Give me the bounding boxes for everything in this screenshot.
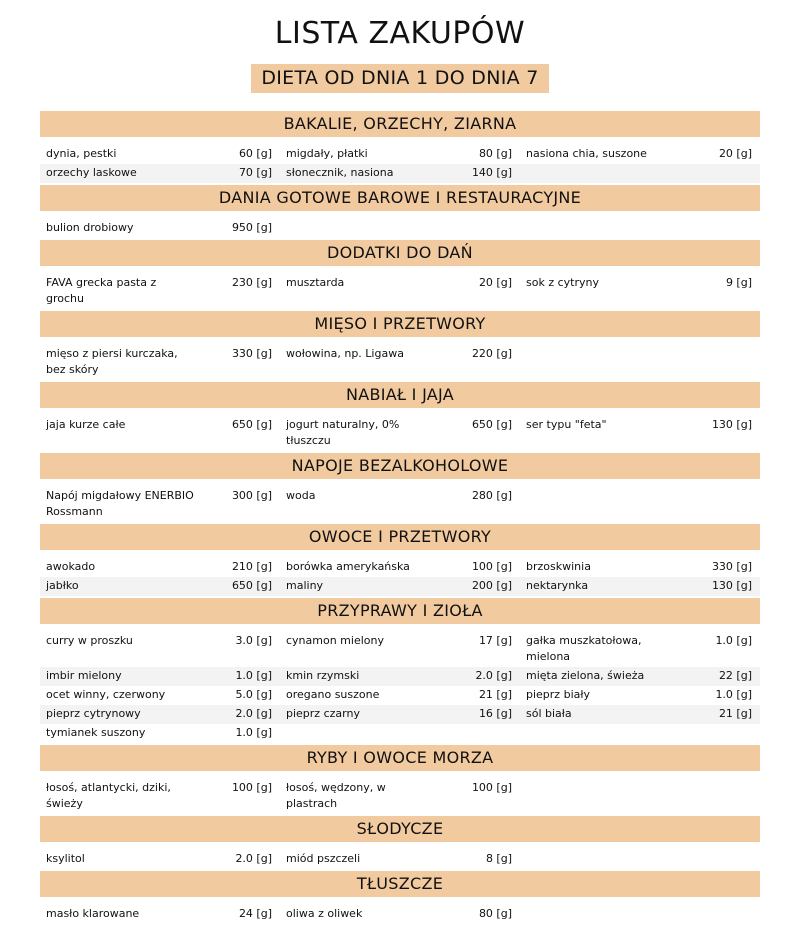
item-name: bulion drobiowy (46, 221, 134, 234)
item-cell (520, 487, 760, 522)
section-header: NABIAŁ I JAJA (40, 382, 760, 408)
item-quantity: 24 [g] (238, 907, 272, 920)
item-name: wołowina, np. Ligawa (286, 347, 404, 360)
item-cell (520, 724, 760, 743)
item-cell (520, 164, 760, 183)
item-quantity: 1.0 [g] (235, 669, 272, 682)
item-name: łosoś, atlantycki, dziki, świeży (46, 781, 171, 810)
item-name: nektarynka (526, 579, 589, 592)
item-cell (40, 779, 280, 814)
item-quantity: 100 [g] (471, 781, 512, 794)
item-quantity: 950 [g] (231, 221, 272, 234)
item-name: oliwa z oliwek (286, 907, 363, 920)
item-quantity: 80 [g] (478, 147, 512, 160)
section-header: DANIA GOTOWE BAROWE I RESTAURACYJNE (40, 185, 760, 211)
item-name: ocet winny, czerwony (46, 688, 166, 701)
item-name: tymianek suszony (46, 726, 146, 739)
item-quantity: 60 [g] (238, 147, 272, 160)
section-header: PRZYPRAWY I ZIOŁA (40, 598, 760, 624)
section-items (40, 897, 760, 926)
item-quantity: 210 [g] (231, 560, 272, 573)
item-name: mięso z piersi kurczaka, bez skóry (46, 347, 178, 376)
item-cell (280, 850, 520, 869)
item-cell (40, 345, 280, 380)
item-name: jogurt naturalny, 0% tłuszczu (286, 418, 400, 447)
item-cell (280, 779, 520, 814)
item-name: kmin rzymski (286, 669, 360, 682)
item-cell (280, 558, 520, 577)
item-row (40, 145, 760, 164)
item-name: musztarda (286, 276, 345, 289)
item-row (40, 416, 760, 451)
item-row (40, 558, 760, 577)
item-quantity: 20 [g] (718, 147, 752, 160)
item-cell (40, 145, 280, 164)
item-name: pieprz cytrynowy (46, 707, 141, 720)
item-cell (40, 632, 280, 667)
item-quantity: 130 [g] (711, 579, 752, 592)
item-cell (520, 345, 760, 380)
section-header: OWOCE I PRZETWORY (40, 524, 760, 550)
item-quantity: 1.0 [g] (235, 726, 272, 739)
item-name: woda (286, 489, 316, 502)
item-quantity: 650 [g] (471, 418, 512, 431)
section-items (40, 550, 760, 598)
item-row (40, 850, 760, 869)
item-name: Napój migdałowy ENERBIO Rossmann (46, 489, 194, 518)
item-row (40, 164, 760, 183)
item-cell (40, 164, 280, 183)
item-quantity: 5.0 [g] (235, 688, 272, 701)
item-cell (520, 632, 760, 667)
section-header: BAKALIE, ORZECHY, ZIARNA (40, 111, 760, 137)
item-quantity: 70 [g] (238, 166, 272, 179)
item-quantity: 80 [g] (478, 907, 512, 920)
item-quantity: 20 [g] (478, 276, 512, 289)
item-row (40, 705, 760, 724)
item-cell (280, 219, 520, 238)
item-quantity: 21 [g] (718, 707, 752, 720)
item-cell (40, 667, 280, 686)
item-row (40, 667, 760, 686)
item-quantity: 16 [g] (478, 707, 512, 720)
section-items (40, 137, 760, 185)
item-row (40, 345, 760, 380)
item-quantity: 3.0 [g] (235, 634, 272, 647)
item-quantity: 2.0 [g] (235, 707, 272, 720)
item-name: mięta zielona, świeża (526, 669, 645, 682)
item-cell (280, 686, 520, 705)
item-name: miód pszczeli (286, 852, 361, 865)
page-title: LISTA ZAKUPÓW (274, 16, 526, 51)
item-cell (280, 345, 520, 380)
item-row (40, 632, 760, 667)
section-items (40, 337, 760, 382)
item-name: borówka amerykańska (286, 560, 410, 573)
item-cell (520, 219, 760, 238)
item-row (40, 577, 760, 596)
shopping-list (40, 111, 760, 926)
item-row (40, 724, 760, 743)
item-cell (280, 274, 520, 309)
item-quantity: 220 [g] (471, 347, 512, 360)
section-header: TŁUSZCZE (40, 871, 760, 897)
item-name: ser typu "feta" (526, 418, 607, 431)
item-quantity: 650 [g] (231, 418, 272, 431)
item-cell (520, 667, 760, 686)
item-quantity: 140 [g] (471, 166, 512, 179)
item-cell (520, 145, 760, 164)
item-name: sól biała (526, 707, 572, 720)
item-cell (40, 416, 280, 451)
item-cell (280, 164, 520, 183)
item-quantity: 330 [g] (231, 347, 272, 360)
item-cell (520, 850, 760, 869)
item-cell (280, 487, 520, 522)
item-cell (520, 779, 760, 814)
item-cell (280, 632, 520, 667)
item-quantity: 650 [g] (231, 579, 272, 592)
item-row (40, 686, 760, 705)
section-header: MIĘSO I PRZETWORY (40, 311, 760, 337)
item-name: ksylitol (46, 852, 85, 865)
item-quantity: 200 [g] (471, 579, 512, 592)
item-cell (40, 850, 280, 869)
item-row (40, 487, 760, 522)
item-quantity: 21 [g] (478, 688, 512, 701)
item-name: gałka muszkatołowa, mielona (526, 634, 642, 663)
item-cell (280, 724, 520, 743)
section-header: NAPOJE BEZALKOHOLOWE (40, 453, 760, 479)
item-name: brzoskwinia (526, 560, 591, 573)
item-cell (40, 487, 280, 522)
item-cell (520, 577, 760, 596)
section-items (40, 266, 760, 311)
item-quantity: 1.0 [g] (715, 634, 752, 647)
item-quantity: 280 [g] (471, 489, 512, 502)
item-name: jabłko (46, 579, 79, 592)
item-quantity: 8 [g] (485, 852, 512, 865)
item-quantity: 17 [g] (478, 634, 512, 647)
item-quantity: 1.0 [g] (715, 688, 752, 701)
item-name: FAVA grecka pasta z grochu (46, 276, 157, 305)
item-name: masło klarowane (46, 907, 140, 920)
section-header: DODATKI DO DAŃ (40, 240, 760, 266)
item-quantity: 2.0 [g] (235, 852, 272, 865)
item-cell (520, 274, 760, 309)
item-cell (40, 705, 280, 724)
section-items (40, 842, 760, 871)
item-cell (520, 686, 760, 705)
item-quantity: 2.0 [g] (475, 669, 512, 682)
item-name: migdały, płatki (286, 147, 368, 160)
item-name: awokado (46, 560, 96, 573)
section-header: RYBY I OWOCE MORZA (40, 745, 760, 771)
item-quantity: 22 [g] (718, 669, 752, 682)
item-name: pieprz biały (526, 688, 590, 701)
item-quantity: 300 [g] (231, 489, 272, 502)
item-name: maliny (286, 579, 324, 592)
item-quantity: 9 [g] (725, 276, 752, 289)
item-cell (40, 577, 280, 596)
section-items (40, 624, 760, 745)
item-cell (40, 558, 280, 577)
item-quantity: 230 [g] (231, 276, 272, 289)
item-cell (520, 705, 760, 724)
section-items (40, 771, 760, 816)
subtitle-container (0, 64, 800, 93)
item-quantity: 330 [g] (711, 560, 752, 573)
page-subtitle: DIETA OD DNIA 1 DO DNIA 7 (251, 64, 548, 93)
item-quantity: 130 [g] (711, 418, 752, 431)
item-quantity: 100 [g] (231, 781, 272, 794)
item-name: dynia, pestki (46, 147, 117, 160)
item-quantity: 100 [g] (471, 560, 512, 573)
item-cell (520, 905, 760, 924)
item-name: sok z cytryny (526, 276, 599, 289)
item-name: łosoś, wędzony, w plastrach (286, 781, 386, 810)
section-items (40, 211, 760, 240)
item-cell (280, 905, 520, 924)
item-cell (280, 705, 520, 724)
item-cell (520, 558, 760, 577)
item-cell (280, 667, 520, 686)
item-name: cynamon mielony (286, 634, 384, 647)
item-row (40, 779, 760, 814)
item-name: nasiona chia, suszone (526, 147, 647, 160)
item-name: orzechy laskowe (46, 166, 137, 179)
item-name: jaja kurze całe (46, 418, 126, 431)
item-name: słonecznik, nasiona (286, 166, 394, 179)
section-items (40, 408, 760, 453)
item-cell (280, 577, 520, 596)
item-name: curry w proszku (46, 634, 133, 647)
section-items (40, 479, 760, 524)
section-header: SŁODYCZE (40, 816, 760, 842)
item-name: pieprz czarny (286, 707, 360, 720)
item-cell (520, 416, 760, 451)
item-cell (40, 724, 280, 743)
item-row (40, 219, 760, 238)
item-row (40, 905, 760, 924)
item-name: imbir mielony (46, 669, 122, 682)
item-row (40, 274, 760, 309)
item-cell (280, 416, 520, 451)
item-name: oregano suszone (286, 688, 380, 701)
item-cell (40, 686, 280, 705)
item-cell (280, 145, 520, 164)
item-cell (40, 905, 280, 924)
item-cell (40, 219, 280, 238)
item-cell (40, 274, 280, 309)
